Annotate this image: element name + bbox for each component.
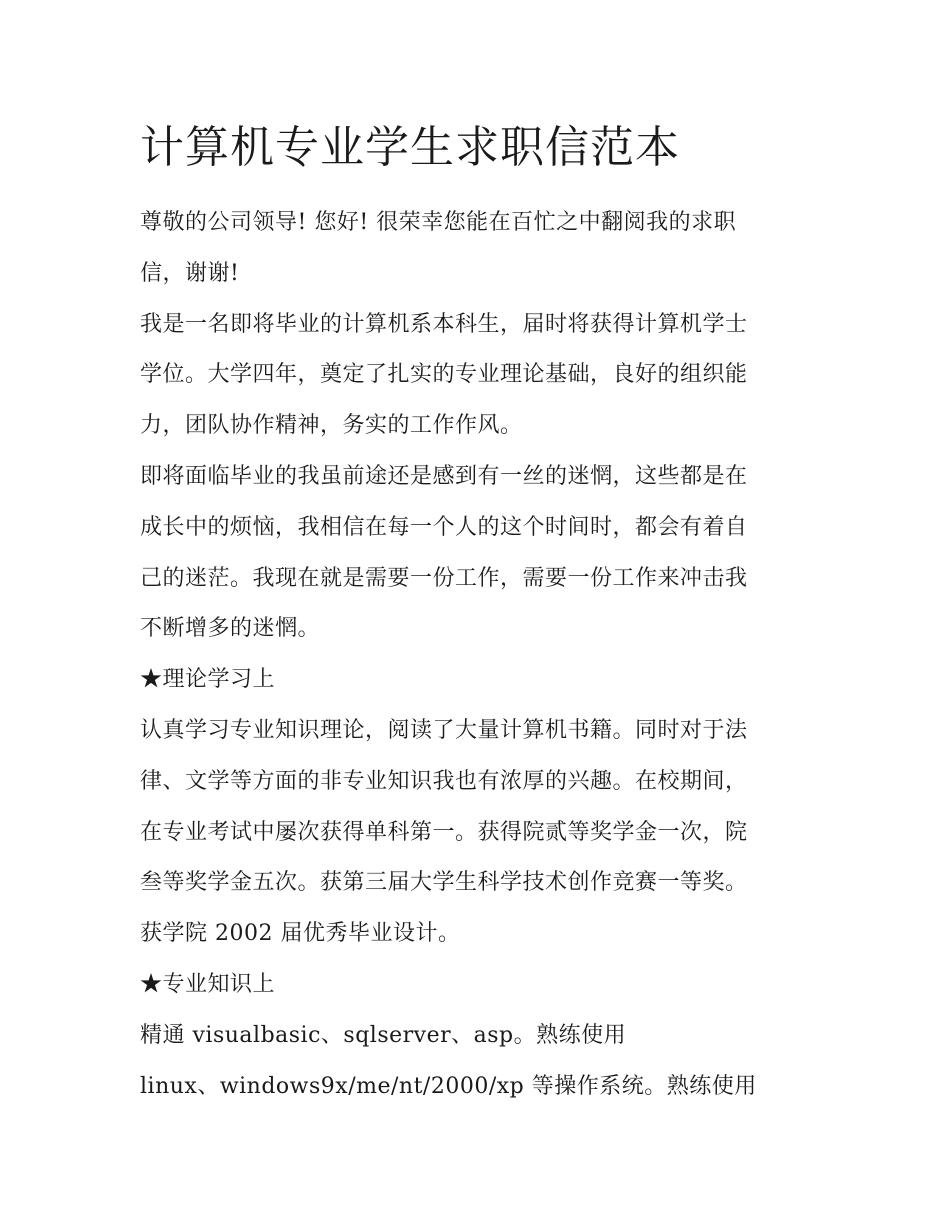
text-line: 尊敬的公司领导! 您好! 很荣幸您能在百忙之中翻阅我的求职 bbox=[140, 210, 737, 235]
section-heading-skills bbox=[140, 960, 820, 1011]
document-body bbox=[140, 110, 820, 1112]
paragraph-motivation bbox=[140, 452, 820, 655]
text-line: 成长中的烦恼，我相信在每一个人的这个时间时，都会有着自 bbox=[140, 514, 748, 540]
text-line: 不断增多的迷惘。 bbox=[140, 616, 321, 642]
text-line: ★理论学习上 bbox=[140, 667, 276, 693]
paragraph-skills-1 bbox=[140, 1011, 820, 1062]
text-line: 认真学习专业知识理论，阅读了大量计算机书籍。同时对于法 bbox=[140, 717, 748, 743]
text-line: 己的迷茫。我现在就是需要一份工作，需要一份工作来冲击我 bbox=[140, 565, 748, 591]
paragraph-theory bbox=[140, 706, 820, 960]
text-line: 信，谢谢! bbox=[140, 260, 240, 286]
section-heading-theory bbox=[140, 655, 820, 706]
text-line: 精通 visualbasic、sqlserver、asp。熟练使用 bbox=[140, 1022, 627, 1048]
text-line: 学位。大学四年，奠定了扎实的专业理论基础，良好的组织能 bbox=[140, 362, 748, 388]
text-line: 力，团队协作精神，务实的工作作风。 bbox=[140, 413, 523, 439]
text-line: ★专业知识上 bbox=[140, 971, 276, 997]
text-line: 即将面临毕业的我虽前途还是感到有一丝的迷惘，这些都是在 bbox=[140, 463, 748, 489]
document-title: 计算机专业学生求职信范本 bbox=[140, 122, 680, 173]
text-line: 我是一名即将毕业的计算机系本科生，届时将获得计算机学士 bbox=[140, 311, 748, 337]
paragraph-introduction bbox=[140, 300, 820, 452]
paragraph-skills-2 bbox=[140, 1062, 820, 1113]
text-line: linux、windows9x/me/nt/2000/xp 等操作系统。熟练使用 bbox=[140, 1073, 757, 1099]
text-line: 获学院 2002 届优秀毕业设计。 bbox=[140, 921, 461, 947]
paragraph-greeting bbox=[140, 198, 820, 300]
text-line: 在专业考试中屡次获得单科第一。获得院贰等奖学金一次，院 bbox=[140, 819, 748, 845]
text-line: 叁等奖学金五次。获第三届大学生科学技术创作竞赛一等奖。 bbox=[140, 870, 748, 896]
text-line: 律、文学等方面的非专业知识我也有浓厚的兴趣。在校期间， bbox=[140, 768, 748, 794]
